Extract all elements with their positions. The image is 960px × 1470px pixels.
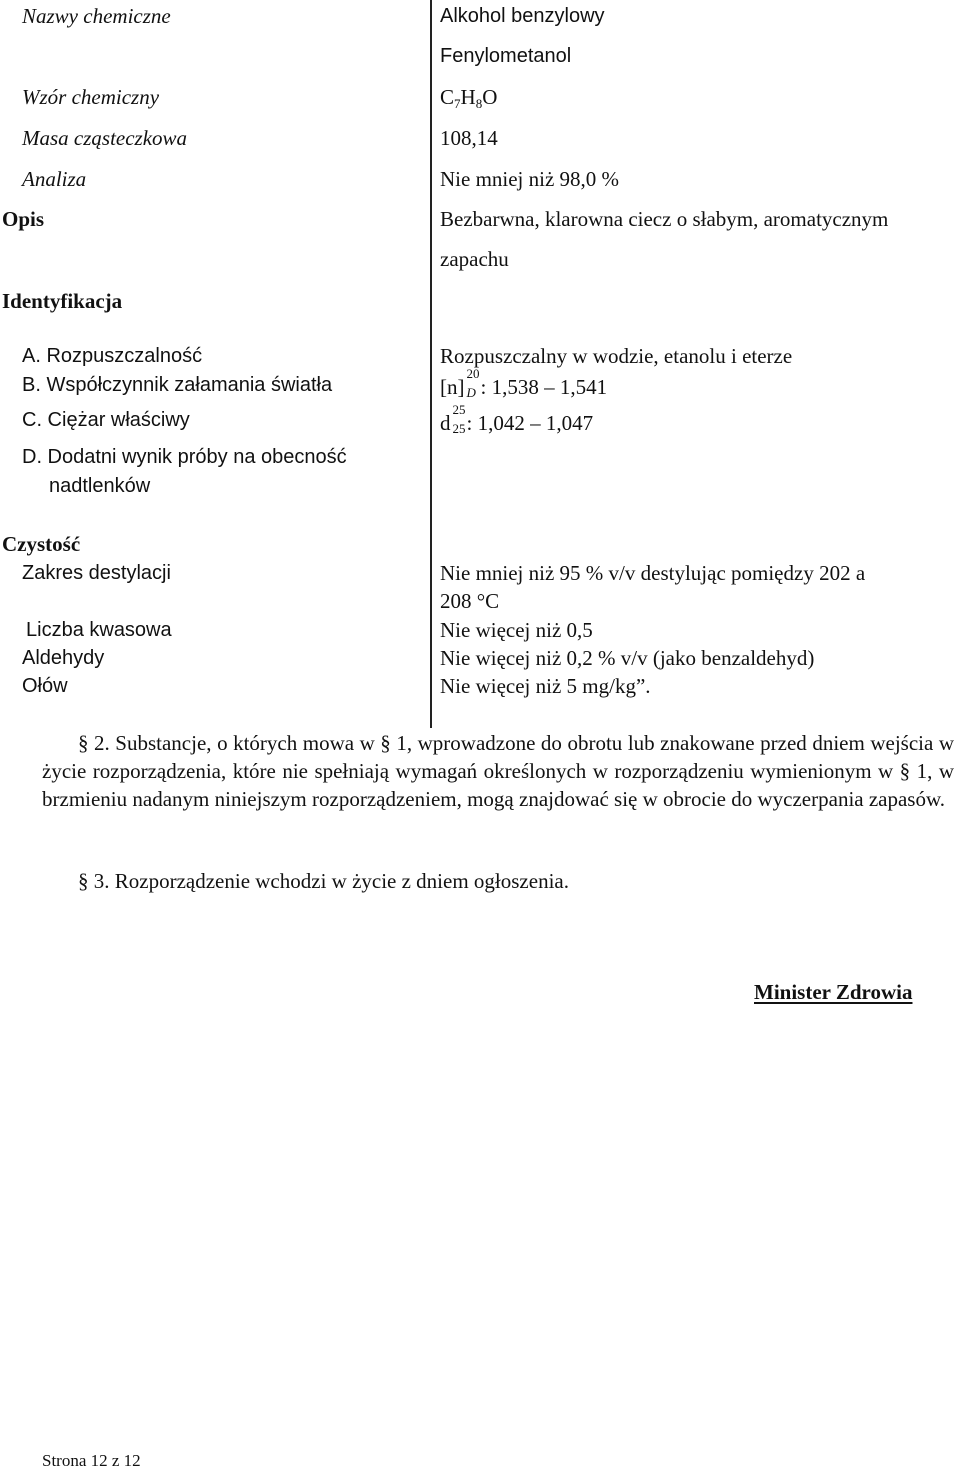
value-ident-b: [n] 20 D : 1,538 – 1,541 bbox=[440, 366, 608, 400]
label-identification: Identyfikacja bbox=[2, 289, 123, 313]
value-name-2: Fenylometanol bbox=[440, 45, 572, 67]
value-name-1: Alkohol benzylowy bbox=[440, 5, 605, 27]
label-acid-number: Liczba kwasowa bbox=[26, 619, 172, 641]
label-ident-c: C. Ciężar właściwy bbox=[22, 409, 190, 431]
label-ident-b: B. Współczynnik załamania światła bbox=[22, 374, 333, 396]
label-analysis: Analiza bbox=[22, 167, 87, 191]
value-lead: Nie więcej niż 5 mg/kg”. bbox=[440, 674, 651, 698]
value-mass: 108,14 bbox=[440, 126, 498, 150]
value-ident-c: d 25 25 : 1,042 – 1,047 bbox=[440, 402, 594, 436]
paragraph-section-3: § 3. Rozporządzenie wchodzi w życie z dniem ogłoszenia. bbox=[78, 869, 569, 893]
label-ident-d-line2: nadtlenków bbox=[49, 475, 151, 497]
value-description-line1: Bezbarwna, klarowna ciecz o słabym, aromatycznym bbox=[440, 207, 889, 231]
value-aldehydes: Nie więcej niż 0,2 % v/v (jako benzaldehyd) bbox=[440, 646, 815, 670]
value-analysis: Nie mniej niż 98,0 % bbox=[440, 167, 620, 191]
table-column-divider bbox=[430, 0, 432, 728]
paragraph-section-2: § 2. Substancje, o których mowa w § 1, wprowadzone do obrotu lub znakowane przed dniem wejścia w życie rozporządzenia, które nie spełniają wymagań określonych w rozporządzeniu wymienionym w § 1, w brzmieniu nadanym niniejszym rozporządzeniem, mogą znajdować się w obrocie do wyczerpania zapasów. bbox=[42, 731, 954, 811]
label-aldehydes: Aldehydy bbox=[22, 647, 105, 669]
label-ident-a: A. Rozpuszczalność bbox=[22, 345, 203, 367]
label-lead: Ołów bbox=[22, 675, 68, 697]
value-ident-a: Rozpuszczalny w wodzie, etanolu i eterze bbox=[440, 344, 793, 368]
value-acid-number: Nie więcej niż 0,5 bbox=[440, 618, 593, 642]
value-distillation-line1: Nie mniej niż 95 % v/v destylując pomiędzy 202 a bbox=[440, 561, 866, 585]
page-footer: Strona 12 z 12 bbox=[42, 1451, 141, 1470]
label-molecular-mass: Masa cząsteczkowa bbox=[22, 126, 188, 150]
value-description-line2: zapachu bbox=[440, 247, 509, 271]
signature-minister: Minister Zdrowia bbox=[754, 980, 913, 1004]
label-chemical-formula: Wzór chemiczny bbox=[22, 85, 160, 109]
label-description: Opis bbox=[2, 207, 45, 231]
label-distillation: Zakres destylacji bbox=[22, 562, 171, 584]
label-purity: Czystość bbox=[2, 532, 81, 556]
label-ident-d-line1: D. Dodatni wynik próby na obecność bbox=[22, 446, 347, 468]
value-formula: $C_7H_8O$ bbox=[440, 85, 498, 111]
label-chemical-names: Nazwy chemiczne bbox=[22, 4, 171, 28]
value-distillation-line2: 208 °C bbox=[440, 589, 500, 613]
